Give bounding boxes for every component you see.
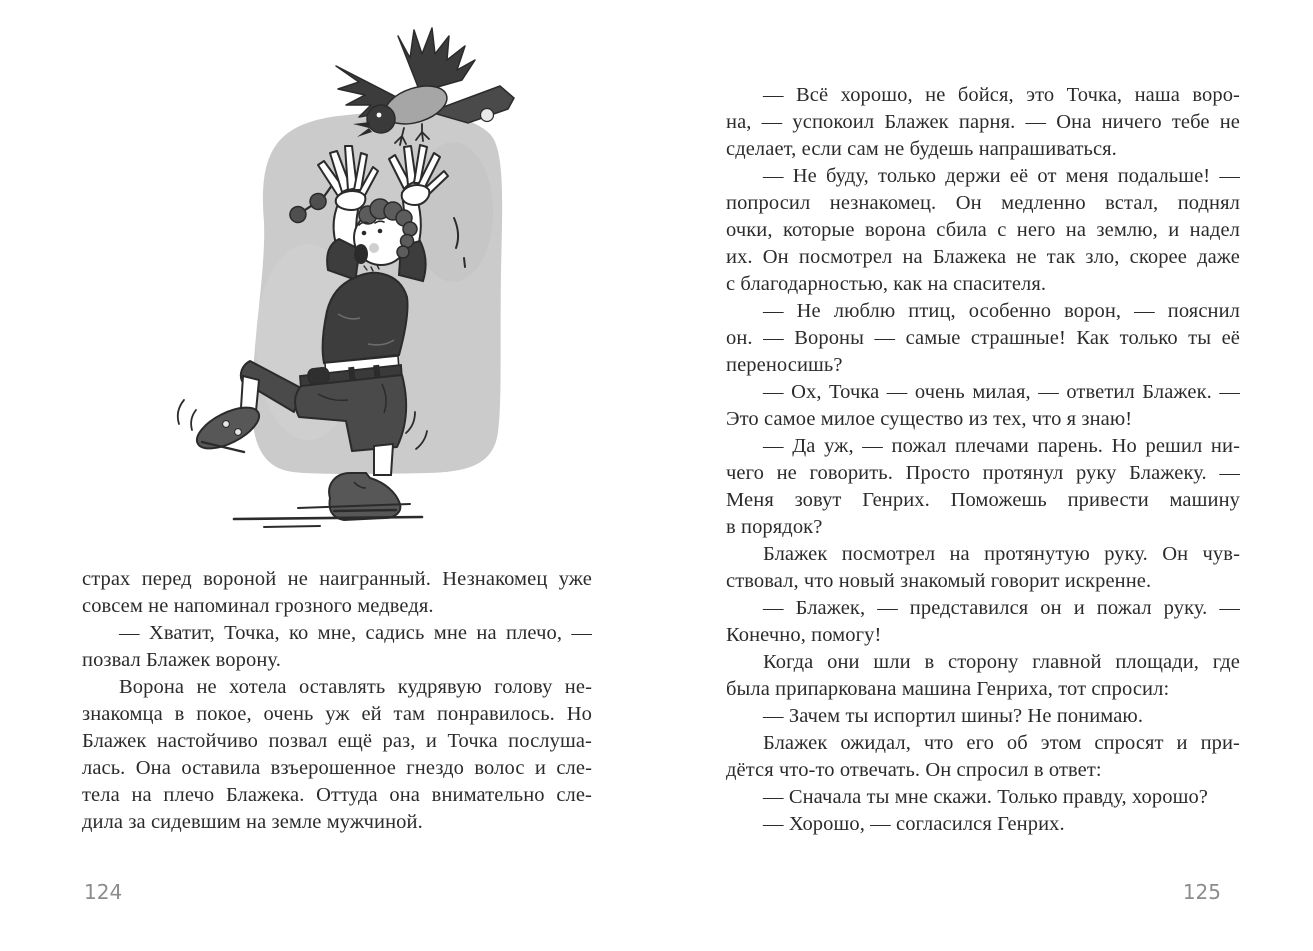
text-line: на, — успокоил Блажек парня. — Она ничего тебе не (726, 111, 1240, 133)
text-line: совсем не напоминал грозного медведя. (82, 595, 434, 617)
text-line: с благодарностью, как на спасителя. (726, 273, 1047, 295)
text-line: Меня зовут Генрих. Поможешь привести машину (726, 489, 1240, 511)
text-line: Блажек посмотрел на протянутую руку. Он чув- (763, 543, 1240, 565)
text-line: попросил незнакомец. Он медленно встал, поднял (726, 192, 1240, 214)
text-line: в порядок? (726, 516, 823, 538)
text-line: — Ох, Точка — очень милая, — ответил Блажек. — (763, 381, 1240, 403)
text-line: переносишь? (726, 354, 843, 376)
text-line: дётся что-то отвечать. Он спросил в ответ: (726, 759, 1102, 781)
text-line: — Хорошо, — согласился Генрих. (763, 813, 1065, 835)
text-line: лась. Она оставила взъерошенное гнездо волос и сле- (82, 757, 592, 779)
illustration-svg (168, 12, 540, 560)
text-line: их. Он посмотрел на Блажека не так зло, скорее даже (726, 246, 1240, 268)
text-line: знакомца в покое, очень уж ей там понравилось. Но (82, 703, 592, 725)
text-line: — Сначала ты мне скажи. Только правду, хорошо? (763, 786, 1208, 808)
text-line: Когда они шли в сторону главной площади, где (763, 651, 1240, 673)
text-line: сделает, если сам не будешь напрашиваться. (726, 138, 1117, 160)
text-line: страх перед вороной не наигранный. Незнакомец уже (82, 568, 592, 590)
text-line: позвал Блажек ворону. (82, 649, 281, 671)
right-page-text (726, 82, 1240, 838)
text-line: — Не люблю птиц, особенно ворон, — пояснил (763, 300, 1240, 322)
page-number-right: 125 (1182, 880, 1221, 904)
text-line: была припаркована машина Генриха, тот спросил: (726, 678, 1170, 700)
text-line: чего не говорить. Просто протянул руку Блажеку. — (726, 462, 1240, 484)
text-line: — Всё хорошо, не бойся, это Точка, наша воро- (763, 84, 1240, 106)
text-line: — Блажек, — представился он и пожал руку. — (763, 597, 1240, 619)
text-line: тела на плечо Блажека. Оттуда она внимательно сле- (82, 784, 592, 806)
text-line: дила за сидевшим на земле мужчиной. (82, 811, 423, 833)
text-line: — Зачем ты испортил шины? Не понимаю. (763, 705, 1144, 727)
text-line: — Хватит, Точка, ко мне, садись мне на плечо, — (119, 622, 592, 644)
illustration (168, 12, 540, 560)
text-line: — Да уж, — пожал плечами парень. Но решил ни- (763, 435, 1240, 457)
page-number-left: 124 (84, 880, 123, 904)
text-line: Блажек ожидал, что его об этом спросят и при- (763, 732, 1240, 754)
text-line: — Не буду, только держи её от меня подальше! — (763, 165, 1240, 187)
left-page-text (82, 566, 592, 836)
text-line: ствовал, что новый знакомый говорит искренне. (726, 570, 1152, 592)
text-line: он. — Вороны — самые страшные! Как только ты её (726, 327, 1240, 349)
text-line: очки, которые ворона сбила с него на землю, и надел (726, 219, 1240, 241)
text-line: Конечно, помогу! (726, 624, 882, 646)
text-line: Ворона не хотела оставлять кудрявую голову не- (119, 676, 592, 698)
text-line: Это самое милое существо из тех, что я знаю! (726, 408, 1133, 430)
text-line: Блажек настойчиво позвал ещё раз, и Точка послуша- (82, 730, 592, 752)
